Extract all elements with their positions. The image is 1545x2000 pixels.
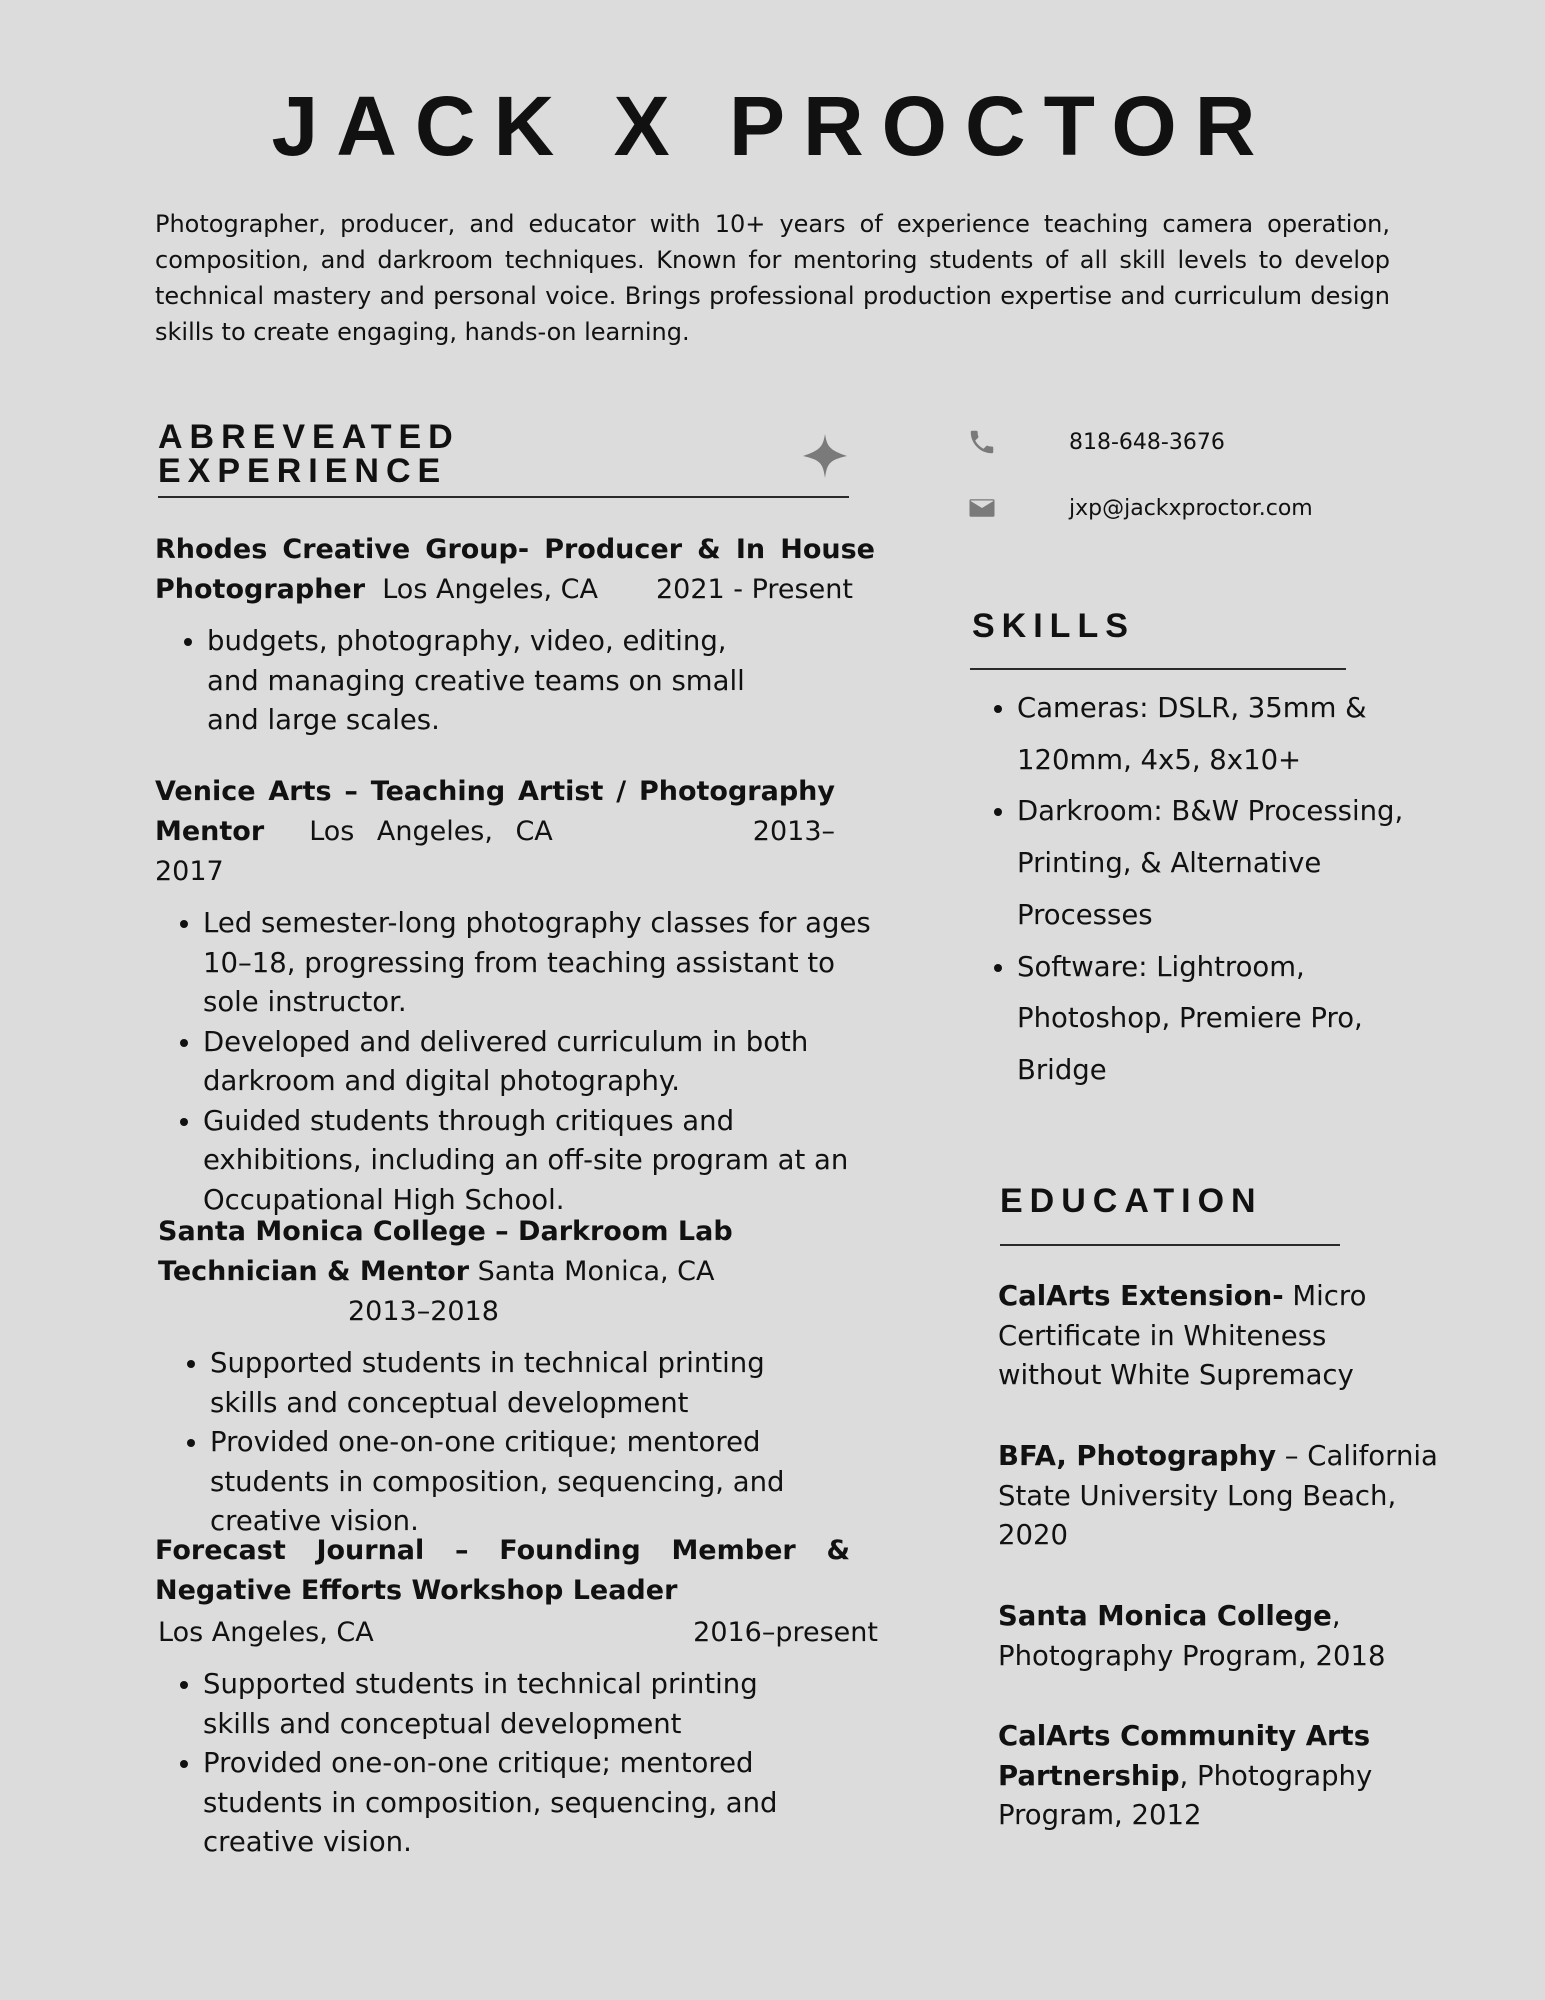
job-entry — [155, 1531, 878, 1863]
resume-name: JACK X PROCTOR — [271, 79, 1274, 173]
job-location: Los Angeles, CA — [382, 574, 598, 605]
phone-icon — [967, 427, 997, 457]
job-bullet: • Developed and delivered curriculum in both darkroom and digital photography. — [203, 1023, 875, 1102]
skills-divider — [970, 668, 1346, 670]
skills-heading: SKILLS — [972, 607, 1135, 645]
email-icon — [967, 493, 997, 523]
education-divider — [1000, 1244, 1340, 1246]
job-title: Venice Arts – Teaching Artist / Photography Mentor Los Angeles, CA 2013–2017 — [155, 776, 835, 887]
contact-phone — [967, 422, 1447, 462]
education-item: BFA, Photography – California State University Long Beach, 2020 — [998, 1440, 1438, 1551]
job-location: Los Angeles, CA — [158, 1617, 374, 1648]
email-address[interactable]: jxp@jackxproctor.com — [1069, 495, 1313, 521]
job-bullet: • Provided one-on-one critique; mentored students in composition, sequencing, and creative vision. — [203, 1744, 823, 1863]
phone-number[interactable]: 818-648-3676 — [1069, 429, 1225, 455]
job-dates: 2016–present — [693, 1617, 878, 1648]
job-dates: 2013–2017 — [155, 816, 835, 887]
job-dates: 2013–2018 — [348, 1296, 499, 1327]
job-location: Los Angeles, CA — [309, 816, 553, 847]
skill-item: • Software: Lightroom, Photoshop, Premiere Pro, Bridge — [1017, 942, 1457, 1097]
education-item: CalArts Extension- Micro Certificate in Whiteness without White Supremacy — [998, 1280, 1367, 1391]
summary-paragraph: Photographer, producer, and educator with 10+ years of experience teaching camera operation, composition, and darkroom techniques. Known for mentoring students of all skill levels to develop technical mastery and personal voice. Brings professional production expertise and curriculum design skills to create engaging, hands-on learning. — [155, 210, 1390, 346]
job-dates: 2021 - Present — [655, 574, 853, 605]
job-bullet: • Led semester-long photography classes for ages 10–18, progressing from teaching assistant to sole instructor. — [203, 904, 875, 1023]
skills-list — [968, 683, 1457, 1097]
job-bullet: • Provided one-on-one critique; mentored students in composition, sequencing, and creative vision. — [210, 1423, 830, 1542]
job-bullet: • Guided students through critiques and exhibitions, including an off-site program at an Occupational High School. — [203, 1102, 875, 1221]
job-bullet: • Supported students in technical printing skills and conceptual development — [210, 1344, 830, 1423]
experience-heading-line2: EXPERIENCE — [158, 452, 448, 490]
experience-heading — [158, 420, 718, 488]
skill-item: • Darkroom: B&W Processing, Printing, & Alternative Processes — [1017, 786, 1457, 941]
job-entry — [158, 1212, 878, 1542]
job-title: Santa Monica College – Darkroom Lab Technician & Mentor Santa Monica, CA2013–2018 — [158, 1216, 733, 1327]
job-bullet: • Supported students in technical printing skills and conceptual development — [203, 1665, 823, 1744]
job-entry — [155, 772, 875, 1220]
sparkle-icon — [803, 434, 847, 478]
job-title: Rhodes Creative Group- Producer & In House Photographer Los Angeles, CA 2021 - Present — [155, 534, 875, 605]
education-item: CalArts Community Arts Partnership, Photography Program, 2012 — [998, 1720, 1373, 1831]
job-bullet: • budgets, photography, video, editing, and managing creative teams on small and large scales. — [207, 622, 787, 741]
job-meta — [155, 1613, 878, 1653]
experience-heading-line1: ABREVEATED — [158, 418, 460, 456]
job-location: Santa Monica, CA — [477, 1256, 715, 1287]
job-title: Forecast Journal – Founding Member & Negative Efforts Workshop Leader — [155, 1535, 850, 1606]
experience-divider — [158, 496, 849, 498]
skill-item: • Cameras: DSLR, 35mm & 120mm, 4x5, 8x10+ — [1017, 683, 1457, 786]
education-item: Santa Monica College, Photography Program, 2018 — [998, 1600, 1386, 1672]
education-heading: EDUCATION — [1000, 1182, 1263, 1220]
job-entry — [155, 530, 875, 741]
contact-email — [967, 488, 1447, 528]
